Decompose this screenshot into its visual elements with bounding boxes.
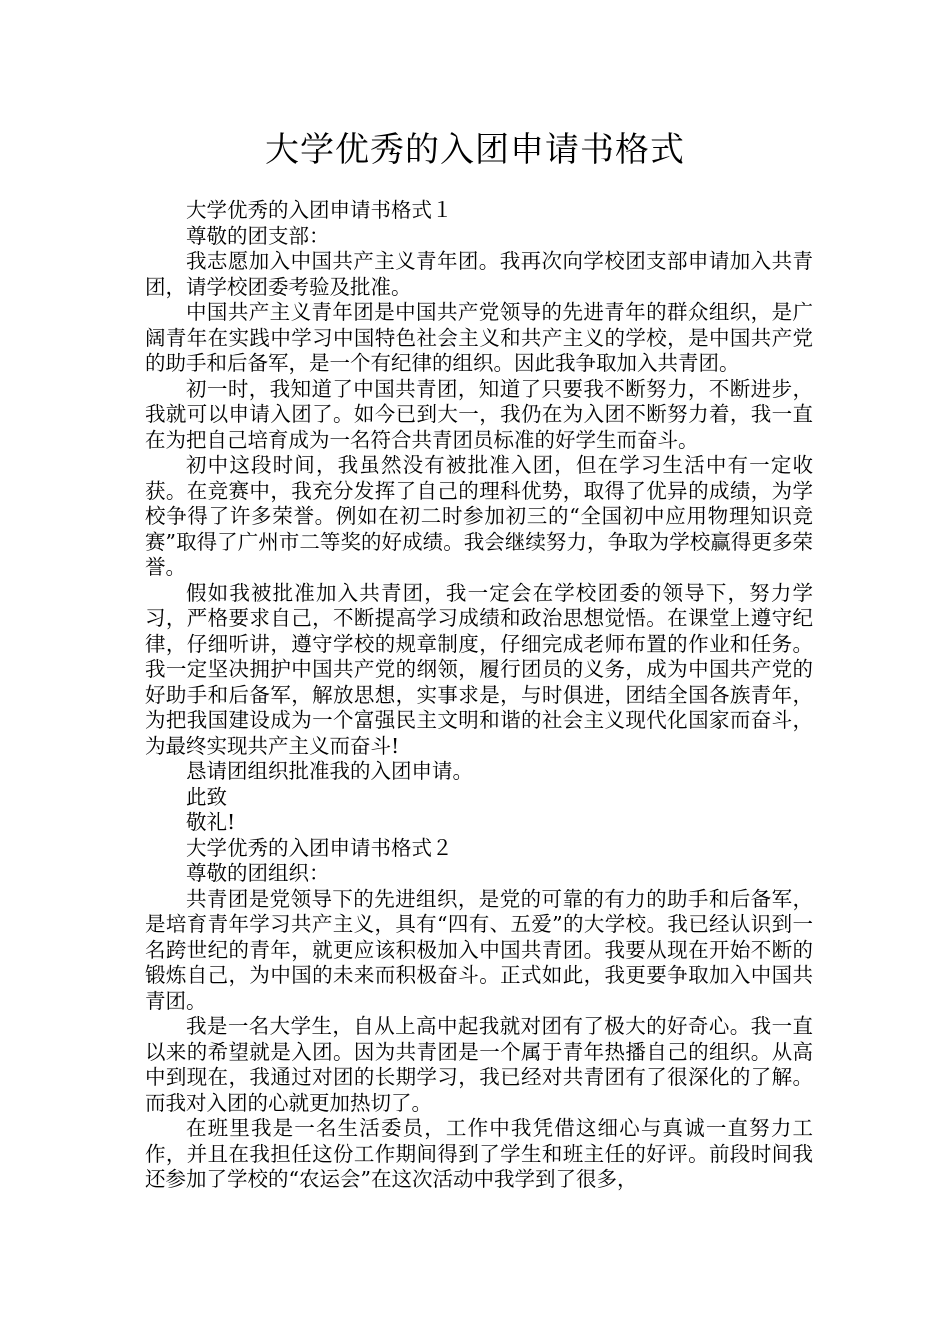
paragraph-heading-1: 大学优秀的入团申请书格式１ xyxy=(186,198,453,222)
document-title: 大学优秀的入团申请书格式 xyxy=(265,130,685,170)
paragraph-closing: 此致 xyxy=(186,784,227,809)
paragraph: 我志愿加入中国共产主义青年团。我再次向学校团支部申请加入共青团，请学校团委考验及批准。 xyxy=(145,249,813,299)
paragraph-salutation-1: 尊敬的团支部： xyxy=(186,223,330,248)
paragraph: 假如我被批准加入共青团，我一定会在学校团委的领导下，努力学习，严格要求自己，不断提高学习成绩和政治思想觉悟。在课堂上遵守纪律，仔细听讲，遵守学校的规章制度，仔细完成老师布置的作业和任务。我一定坚决拥护中国共产党的纲领，履行团员的义务，成为中国共产党的好助手和后备军，解放思想，实事求是，与时俱进，团结全国各族青年，为把我国建设成为一个富强民主文明和谐的社会主义现代化国家而奋斗，为最终实现共产主义而奋斗! xyxy=(145,580,813,758)
paragraph: 恳请团组织批准我的入团申请。 xyxy=(186,759,473,783)
paragraph: 在班里我是一名生活委员，工作中我凭借这细心与真诚一直努力工作，并且在我担任这份工作期间得到了学生和班主任的好评。前段时间我还参加了学校的“农运会”在这次活动中我学到了很多， xyxy=(145,1116,813,1191)
paragraph: 中国共产主义青年团是中国共产党领导的先进青年的群众组织，是广阔青年在实践中学习中国特色社会主义和共产主义的学校，是中国共产党的助手和后备军，是一个有纪律的组织。因此我争取加入共青团。 xyxy=(145,300,813,375)
paragraph-heading-2: 大学优秀的入团申请书格式２ xyxy=(186,835,453,860)
paragraph-salutation-2: 尊敬的团组织： xyxy=(186,861,330,885)
paragraph: 初一时，我知道了中国共青团，知道了只要我不断努力，不断进步，我就可以申请入团了。如今已到大一，我仍在为入团不断努力着，我一直在为把自己培育成为一名符合共青团员标准的好学生而奋斗。 xyxy=(145,376,813,452)
paragraph-closing: 敬礼! xyxy=(186,810,236,834)
document-body xyxy=(145,198,813,1193)
paragraph: 初中这段时间，我虽然没有被批准入团，但在学习生活中有一定收获。在竞赛中，我充分发挥了自己的理科优势，取得了优异的成绩，为学校争得了许多荣誉。例如在初二时参加初三的“全国初中应用物理知识竞赛”取得了广州市二等奖的好成绩。我会继续努力，争取为学校赢得更多荣誉。 xyxy=(145,453,813,579)
paragraph: 我是一名大学生，自从上高中起我就对团有了极大的好奇心。我一直以来的希望就是入团。因为共青团是一个属于青年热播自己的组织。从高中到现在，我通过对团的长期学习，我已经对共青团有了很深化的了解。而我对入团的心就更加热切了。 xyxy=(145,1014,813,1115)
paragraph: 共青团是党领导下的先进组织，是党的可靠的有力的助手和后备军，是培育青年学习共产主义，具有“四有、五爱”的大学校。我已经认识到一名跨世纪的青年，就更应该积极加入中国共青团。我要从现在开始不断的锻炼自己，为中国的未来而积极奋斗。正式如此，我更要争取加入中国共青团。 xyxy=(145,886,813,1013)
